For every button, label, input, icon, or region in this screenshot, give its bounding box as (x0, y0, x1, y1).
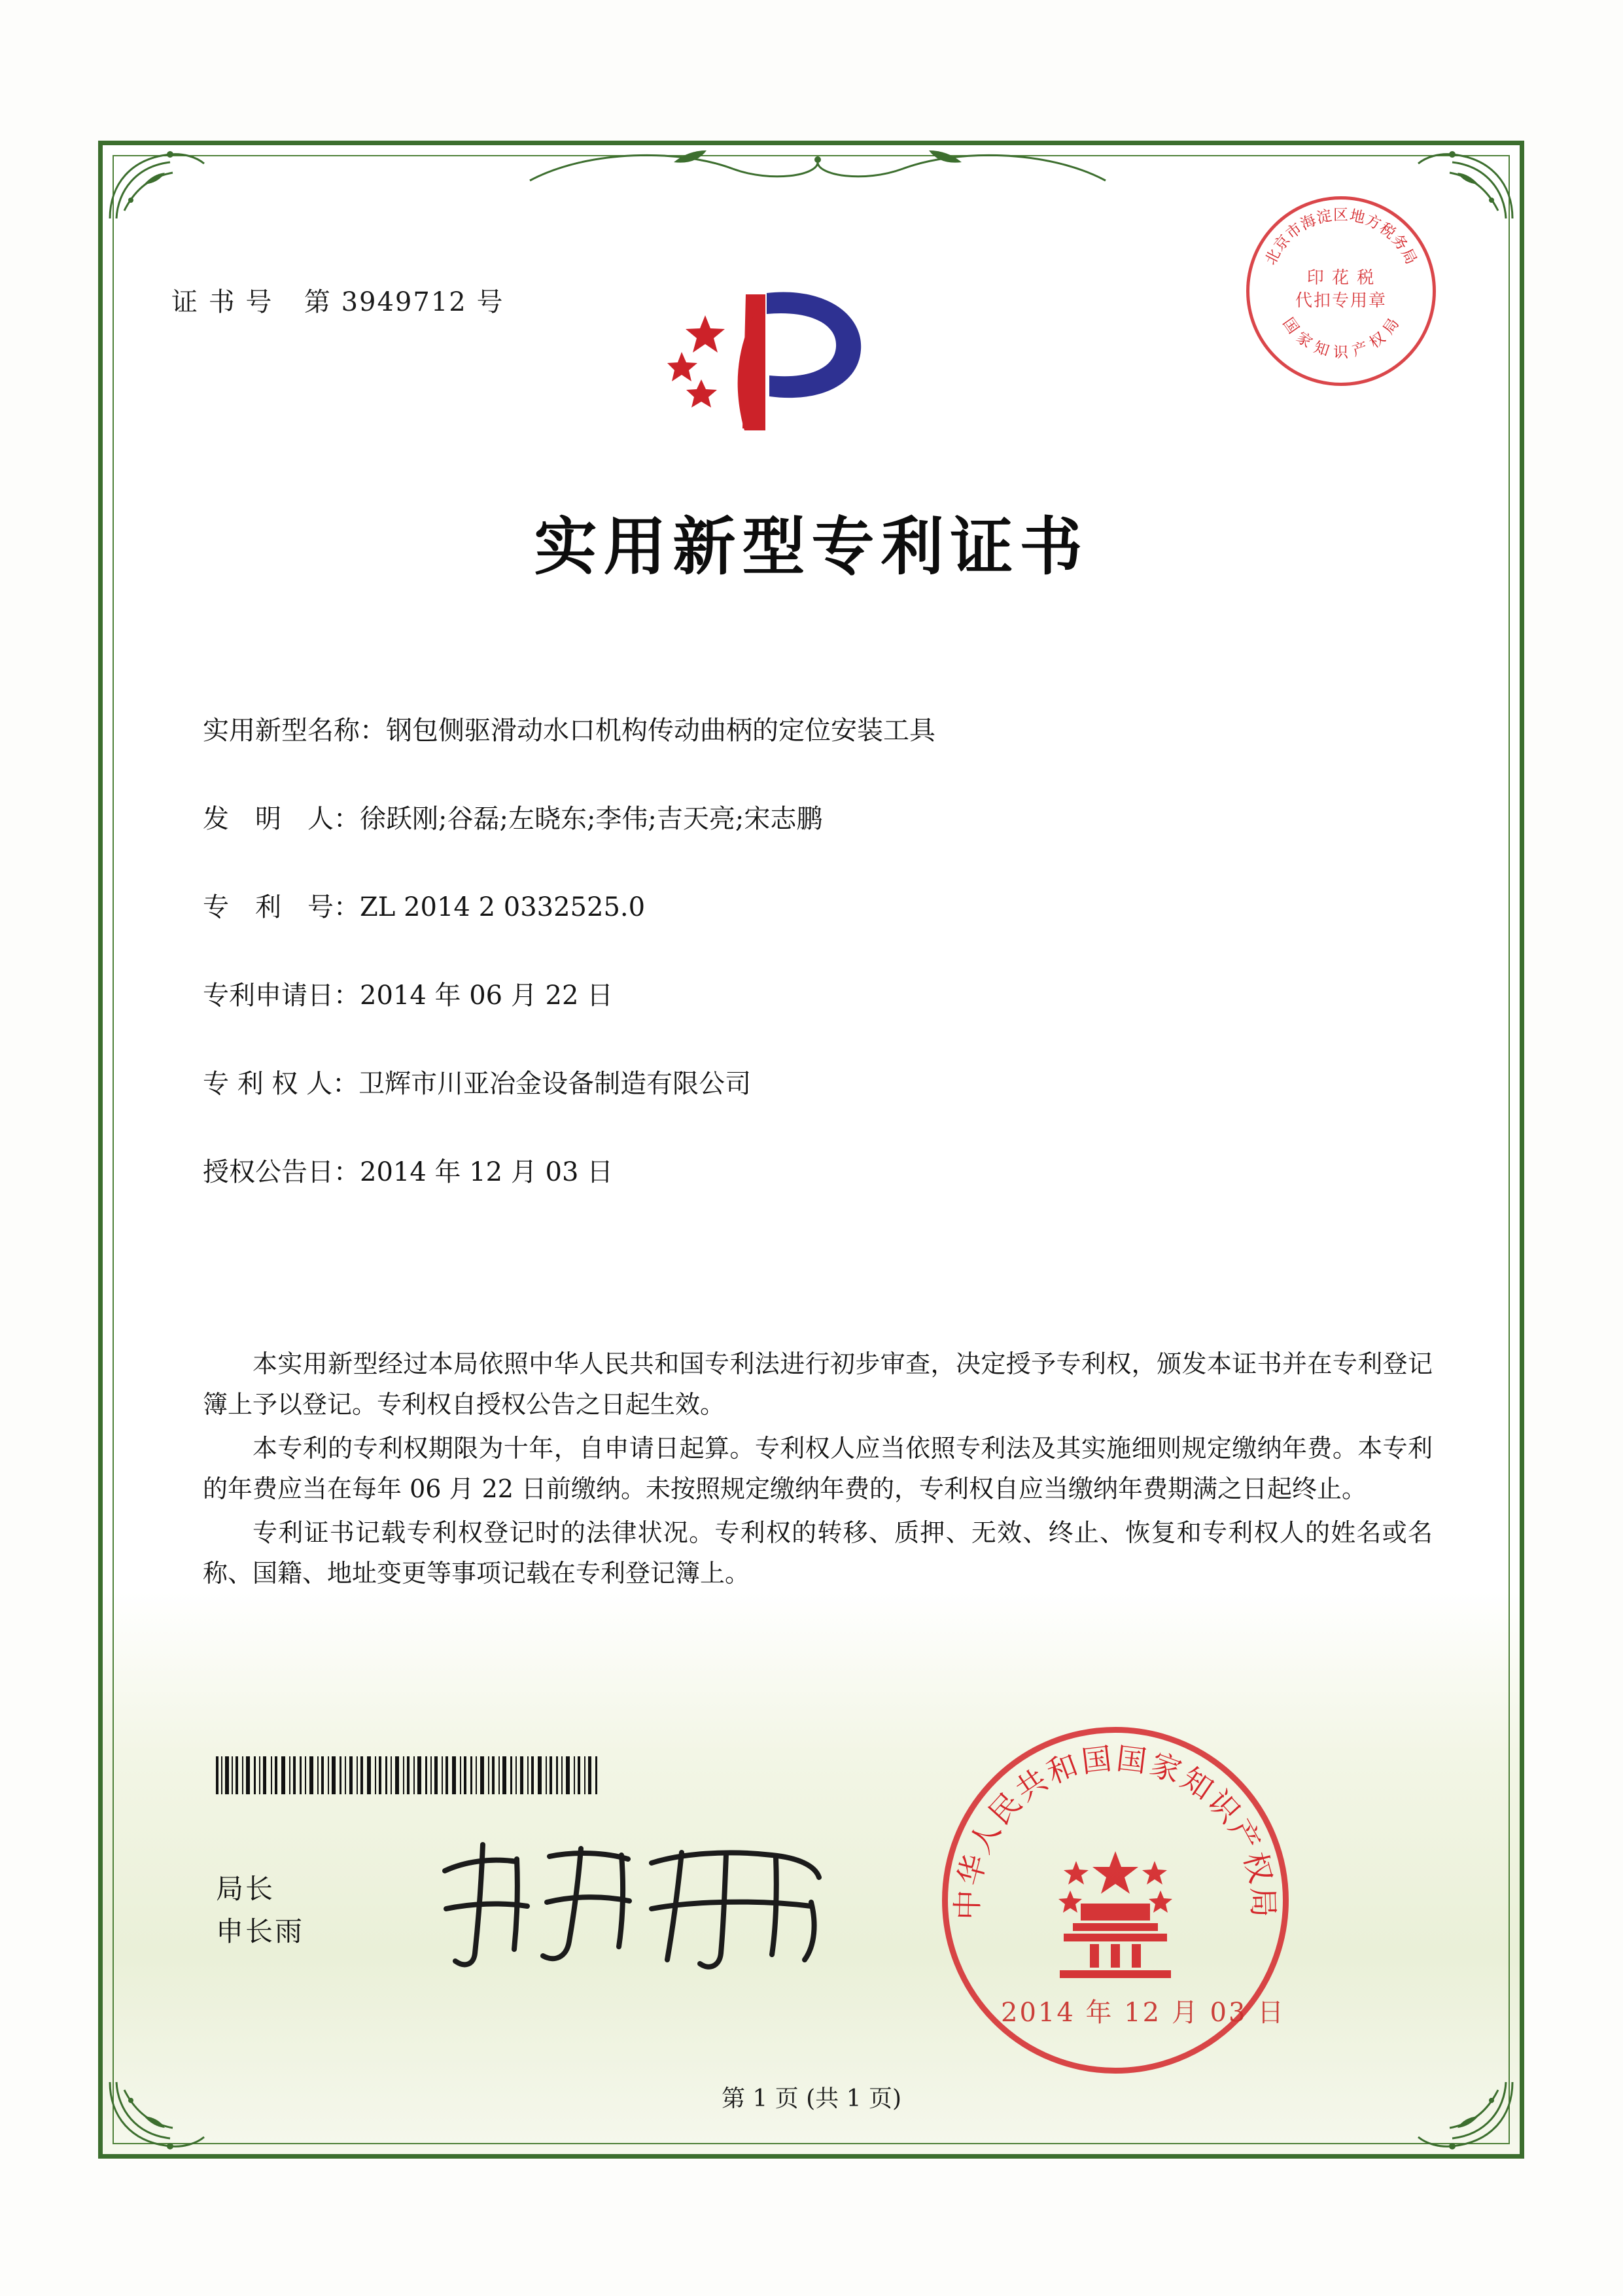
legal-paragraph: 本专利的专利权期限为十年，自申请日起算。专利权人应当依照专利法及其实施细则规定缴纳年费。本专利的年费应当在每年 06 月 22 日前缴纳。未按照规定缴纳年费的，专利权自应当缴纳年费期满之日起终止。 (203, 1434, 1433, 1503)
sipo-logo (667, 281, 916, 451)
svg-text:北京市海淀区地方税务局 (1262, 207, 1420, 268)
field-label: 实用新型名称： (203, 716, 386, 746)
certificate-number-value: 第 3949712 号 (304, 287, 504, 317)
field-value: 徐跃刚;谷磊;左晓东;李伟;吉天亮;宋志鹏 (360, 804, 823, 834)
director-name: 申长雨 (216, 1915, 305, 1948)
field-patentee (203, 1063, 1446, 1100)
tax-arc-bottom-text: 国 家 知 识 产 权 局 (1279, 315, 1403, 361)
tax-stamp-line1: 印 花 税 (1306, 268, 1376, 288)
field-label: 发 明 人： (203, 804, 360, 834)
seal-date: 2014 年 12 月 03 日 (1001, 1998, 1286, 2028)
field-label: 专利申请日： (203, 981, 360, 1011)
field-label: 专 利 权 人： (203, 1069, 359, 1099)
seal-arc-text: 中华人民共和国国家知识产权局 (949, 1740, 1282, 1921)
tax-stamp-line2: 代扣专用章 (1295, 291, 1387, 311)
field-list (203, 710, 1446, 1240)
barcode (216, 1756, 635, 1794)
legal-paragraph: 专利证书记载专利权登记时的法律状况。专利权的转移、质押、无效、终止、恢复和专利权人的姓名或名称、国籍、地址变更等事项记载在专利登记簿上。 (203, 1518, 1433, 1588)
tax-arc-top-text: 北京市海淀区地方税务局 (1262, 207, 1420, 268)
field-value: 钢包侧驱滑动水口机构传动曲柄的定位安装工具 (386, 716, 935, 746)
field-patent-number (203, 886, 1446, 924)
field-value: 2014 年 12 月 03 日 (360, 1157, 614, 1187)
certificate-number (171, 281, 504, 319)
field-grant-announcement-date (203, 1151, 1446, 1189)
page-footer: 第 1 页 (共 1 页) (721, 2085, 902, 2112)
field-inventors (203, 798, 1446, 835)
tax-stamp (1246, 196, 1436, 386)
legal-paragraph: 本实用新型经过本局依照中华人民共和国专利法进行初步审查，决定授予专利权，颁发本证书并在专利登记簿上予以登记。专利权自授权公告之日起生效。 (203, 1349, 1433, 1419)
handwritten-signature (419, 1825, 850, 1982)
signature-block (216, 1868, 304, 1953)
field-label: 专 利 号： (203, 892, 360, 922)
certificate-number-label: 证 书 号 (171, 287, 273, 317)
director-role-label: 局长 (216, 1873, 275, 1905)
field-value: 2014 年 06 月 22 日 (360, 981, 614, 1011)
field-label: 授权公告日： (203, 1157, 360, 1187)
page-title: 实用新型专利证书 (534, 510, 1089, 583)
tax-stamp-center (1246, 267, 1436, 313)
svg-text:中华人民共和国国家知识产权局 (950, 1741, 1282, 1921)
legal-text (203, 1344, 1433, 1597)
field-value: 卫辉市川亚冶金设备制造有限公司 (358, 1069, 752, 1099)
svg-text:国 家 知 识 产 权 局 (1279, 315, 1403, 360)
field-utility-model-name (203, 710, 1446, 747)
field-value: ZL 2014 2 0332525.0 (360, 892, 646, 922)
field-application-date (203, 975, 1446, 1012)
